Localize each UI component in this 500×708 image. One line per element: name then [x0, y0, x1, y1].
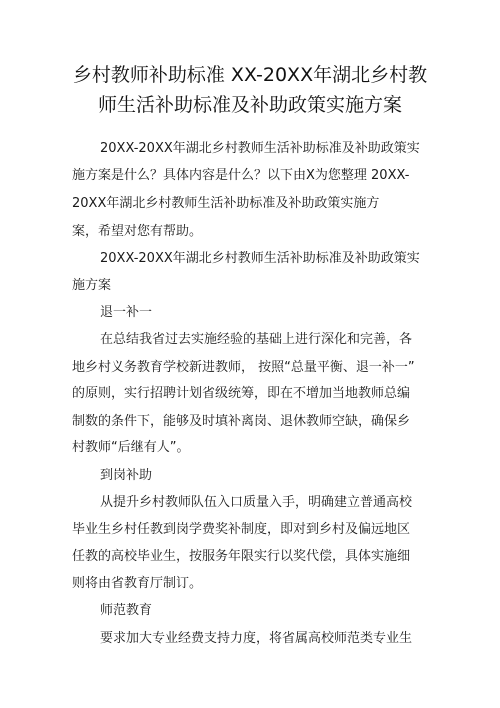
paragraph-3-line-5: 村教师“后继有人”。 [72, 440, 190, 455]
document-title-line-1: 乡村教师补助标准 XX-20XX年湖北乡村教 [72, 64, 428, 86]
paragraph-1-line-1: 20XX-20XX年湖北乡村教师生活补助标准及补助政策实 [100, 141, 420, 156]
paragraph-4-line-3: 任教的高校毕业生，按服务年限实行以奖代偿，具体实施细 [72, 549, 411, 564]
paragraph-3-line-1: 在总结我省过去实施经验的基础上进行深化和完善，各 [100, 332, 413, 347]
paragraph-5-line-1: 要求加大专业经费支持力度，将省属高校师范类专业生 [100, 631, 413, 646]
section-heading-2: 到岗补助 [100, 468, 153, 483]
paragraph-4-line-2: 毕业生乡村任教到岗学费奖补制度，即对到乡村及偏远地区 [72, 522, 411, 537]
document-title-line-2: 师生活补助标准及补助政策实施方案 [97, 94, 402, 116]
section-heading-3: 师范教育 [100, 603, 153, 618]
paragraph-3-line-4: 制数的条件下，能够及时填补离岗、退休教师空缺，确保乡 [72, 414, 411, 429]
paragraph-3-line-2: 地乡村义务教育学校新进教师， 按照“总量平衡、退一补一” [72, 360, 415, 375]
paragraph-3-line-3: 的原则，实行招聘计划省级统筹，即在不增加当地教师总编 [72, 386, 411, 401]
paragraph-2-line-2: 施方案 [72, 278, 112, 293]
paragraph-1-line-4: 案，希望对您有帮助。 [72, 224, 203, 239]
paragraph-1-line-2: 施方案是什么？具体内容是什么？以下由X为您整理 20XX- [72, 168, 410, 183]
section-heading-1: 退一补一 [100, 305, 153, 320]
paragraph-1-line-3: 20XX年湖北乡村教师生活补助标准及补助政策实施方 [72, 196, 380, 211]
paragraph-4-line-1: 从提升乡村教师队伍入口质量入手，明确建立普通高校 [100, 495, 413, 510]
paragraph-2-line-1: 20XX-20XX年湖北乡村教师生活补助标准及补助政策实 [100, 251, 420, 266]
paragraph-4-line-4: 则将由省教育厅制订。 [72, 576, 203, 591]
